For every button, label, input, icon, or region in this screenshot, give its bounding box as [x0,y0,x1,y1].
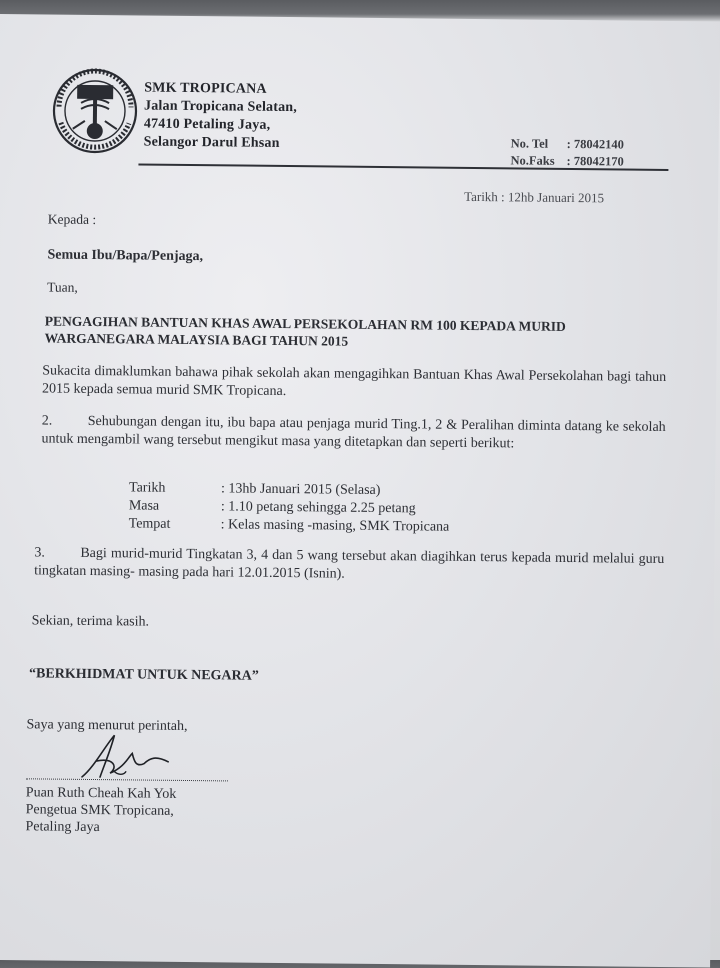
paragraph-2-number: 2. [41,413,53,429]
signatory-name: Puan Ruth Cheah Kah Yok [25,785,177,802]
paragraph-2 [41,412,665,455]
signatory-block [25,784,176,837]
school-name: SMK TROPICANA [144,80,267,97]
tel-value: : 78042140 [566,136,625,152]
subject [45,312,566,351]
fax-value: : 78042170 [566,153,624,169]
closing: Sekian, terima kasih. [31,613,150,630]
detail-value: : 13hb Januari 2015 (Selasa) [220,481,381,499]
school-crest-icon [51,67,140,156]
tel-label: No. Tel [510,136,549,151]
letter-date: Tarikh : 12hb Januari 2015 [464,188,605,206]
paragraph-2-text: Sehubungan dengan itu, ibu bapa atau penjaga murid Ting.1, 2 & Peralihan diminta datang ke sekolah untuk mengambil wang tersebut mengikut masa yang ditetapkan dan seperti berikut: [41,413,666,452]
paragraph-1: Sukacita dimaklumkan bahawa pihak sekolah akan mengagihkan Bantuan Khas Awal Persekolahan bagi tahun 2015 kepada semua murid SMK Tropicana. [41,363,667,400]
detail-value: : Kelas masing -masing, SMK Tropicana [220,517,450,535]
detail-label: Masa [128,498,160,514]
paragraph-3-text: Bagi murid-murid Tingkatan 3, 4 dan 5 wang tersebut akan diagihkan terus kepada murid melalui guru tingkatan masing- masing pada hari 12.01.2015 (Isnin). [34,545,665,582]
paragraph-3 [34,544,664,587]
address-line-3: Selangor Darul Ehsan [143,134,280,151]
fax-label: No.Faks [510,153,555,168]
detail-row-tempat [129,516,450,535]
letterhead-address [144,80,298,154]
detail-label: Tempat [128,516,171,532]
salutation: Tuan, [47,279,78,295]
detail-value: : 1.10 petang sehingga 2.25 petang [220,499,416,517]
detail-label: Tarikh [128,480,166,496]
signatory-place: Petaling Jaya [25,819,100,836]
subject-line-1: PENGAGIHAN BANTUAN KHAS AWAL PERSEKOLAHAN RM 100 KEPADA MURID [44,313,566,334]
paragraph-3-number: 3. [34,545,45,561]
to-label: Kepada : [47,211,97,228]
contact-block [510,135,624,170]
recipient: Semua Ibu/Bapa/Penjaga, [47,247,204,265]
subject-line-2: WARGANEGARA MALAYSIA BAGI TAHUN 2015 [44,330,349,349]
signatory-title: Pengetua SMK Tropicana, [25,802,174,819]
address-line-2: 47410 Petaling Jaya, [143,116,271,133]
detail-row-masa [129,498,416,517]
letter-page [0,14,720,967]
sign-intro: Saya yang menurut perintah, [26,717,188,735]
motto: “BERKHIDMAT UNTUK NEGARA” [29,666,259,684]
address-line-1: Jalan Tropicana Selatan, [143,98,298,116]
detail-row-tarikh [129,480,381,499]
